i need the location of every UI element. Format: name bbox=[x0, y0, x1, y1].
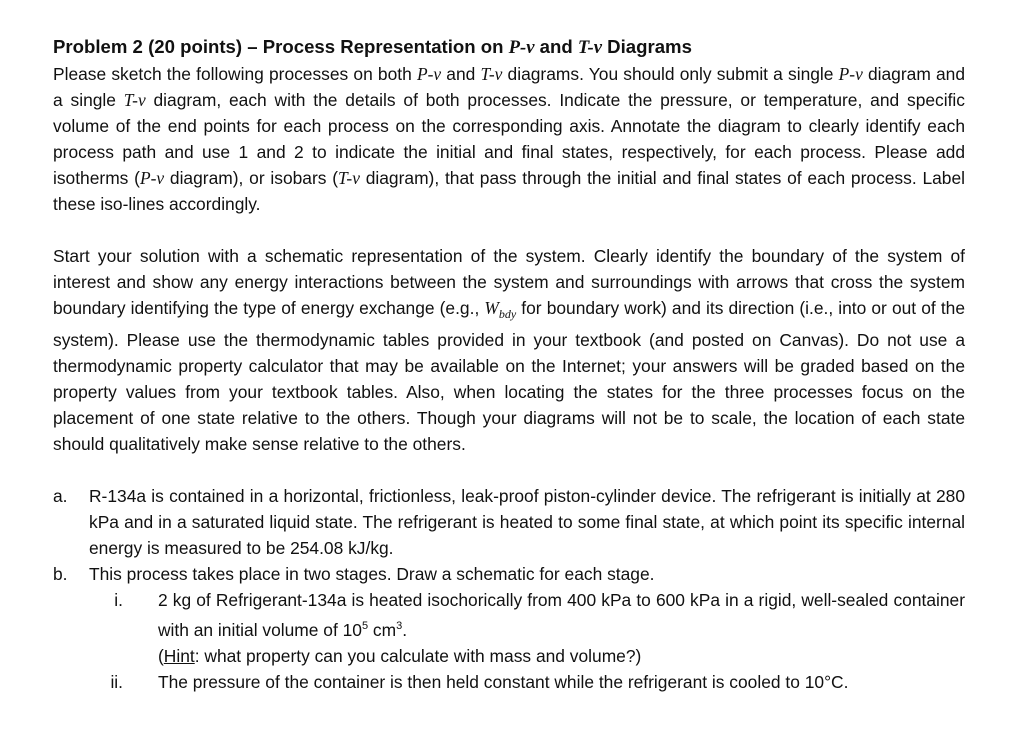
schematic-paragraph: Start your solution with a schematic representation of the system. Clearly identify the boundary of the system of interest and show any energy interactions between the system and surroundings with arrows that cross the system boundary identifying the type of energy exchange (e.g., $W_{bdy}$ for boundary work) and its direction (i.e., into or out of the system). Please use the thermodynamic tables provided in your textbook (and posted on Canvas). Do not use a thermodynamic property calculator that may be available on the Internet; your answers will be graded based on the property values from your textbook tables. Also, when locating the states for the three processes focus on the placement of one state relative to the others. Though your diagrams will not be to scale, the location of each state should qualitatively make sense relative to the others. bbox=[53, 246, 965, 454]
part-b-text: This process takes place in two stages. Draw a schematic for each stage. bbox=[89, 564, 655, 584]
part-b-ii-text: The pressure of the container is then held constant while the refrigerant is cooled to 10°C. bbox=[158, 672, 849, 692]
part-b-i-label: i. bbox=[114, 590, 123, 610]
problem-title: Problem 2 (20 points) – Process Representation on P-v and T-v Diagrams bbox=[53, 36, 692, 58]
problem-parts bbox=[53, 483, 965, 695]
part-b-ii-label: ii. bbox=[110, 672, 123, 692]
document-page bbox=[53, 34, 965, 695]
part-b-i bbox=[53, 587, 965, 669]
part-b-ii bbox=[53, 669, 965, 695]
part-a bbox=[53, 483, 965, 561]
part-b bbox=[53, 561, 965, 587]
part-b-i-text: 2 kg of Refrigerant-134a is heated isochorically from 400 kPa to 600 kPa in a rigid, well-sealed container with an initial volume of $10^5$ $cm^3$. (Hint: what property can you calculate with mass and volume?) bbox=[158, 590, 965, 666]
instructions-paragraph: Please sketch the following processes on both P-v and T-v diagrams. You should only submit a single P-v diagram and a single T-v diagram, each with the details of both processes. Indicate the pressure, or temperature, and specific volume of the end points for each process on the corresponding axis. Annotate the diagram to clearly identify each process path and use 1 and 2 to indicate the initial and final states, respectively, for each process. Please add isotherms (P-v diagram), or isobars (T-v diagram), that pass through the initial and final states of each process. Label these iso-lines accordingly. bbox=[53, 64, 965, 214]
part-a-label: a. bbox=[53, 486, 68, 506]
part-b-label: b. bbox=[53, 564, 68, 584]
part-a-text: R-134a is contained in a horizontal, frictionless, leak-proof piston-cylinder device. The refrigerant is initially at 280 kPa and in a saturated liquid state. The refrigerant is heated to some final state, at which point its specific internal energy is measured to be 254.08 kJ/kg. bbox=[89, 486, 965, 558]
